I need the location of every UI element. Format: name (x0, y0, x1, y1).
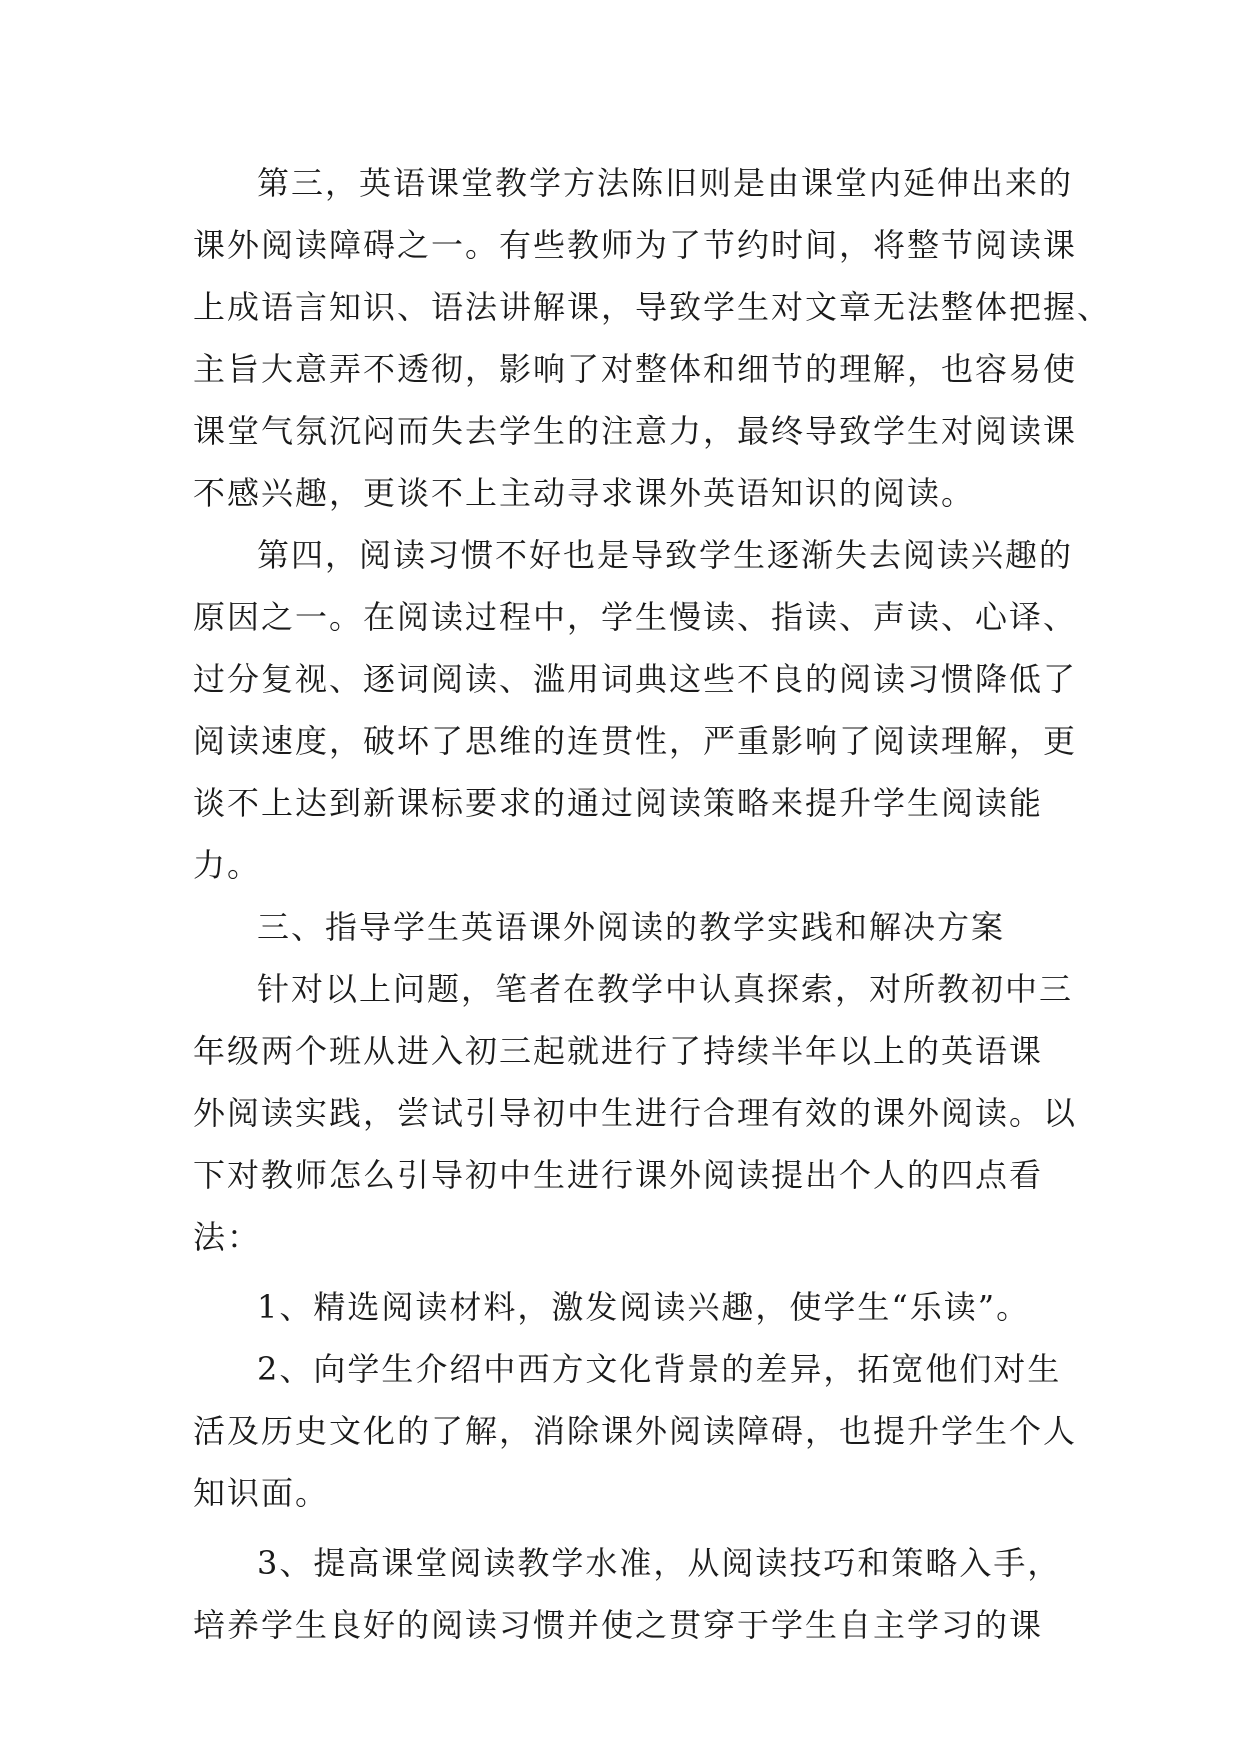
text-line: 针对以上问题，笔者在教学中认真探索，对所教初中三 (257, 970, 1074, 1008)
text-line: 活及历史文化的了解，消除课外阅读障碍，也提升学生个人 (193, 1412, 1078, 1450)
text-line: 力。 (193, 846, 262, 884)
text-line: 阅读速度，破坏了思维的连贯性，严重影响了阅读理解，更 (193, 722, 1078, 760)
text-line: 课外阅读障碍之一。有些教师为了节约时间，将整节阅读课 (193, 226, 1078, 264)
text-line: 上成语言知识、语法讲解课，导致学生对文章无法整体把握、 (193, 288, 1112, 326)
text-line: 法： (193, 1218, 262, 1256)
list-item: 1、精选阅读材料，激发阅读兴趣，使学生“乐读”。 (257, 1288, 1031, 1326)
text-line: 知识面。 (193, 1474, 330, 1512)
text-line: 年级两个班从进入初三起就进行了持续半年以上的英语课 (193, 1032, 1044, 1070)
text-line: 下对教师怎么引导初中生进行课外阅读提出个人的四点看 (193, 1156, 1044, 1194)
list-item: 2、向学生介绍中西方文化背景的差异，拓宽他们对生 (257, 1350, 1062, 1388)
text-line: 谈不上达到新课标要求的通过阅读策略来提升学生阅读能 (193, 784, 1044, 822)
document-body (193, 152, 1112, 1656)
text-line: 第四，阅读习惯不好也是导致学生逐渐失去阅读兴趣的 (257, 536, 1074, 574)
text-line: 过分复视、逐词阅读、滥用词典这些不良的阅读习惯降低了 (193, 660, 1078, 698)
text-line: 外阅读实践，尝试引导初中生进行合理有效的课外阅读。以 (193, 1094, 1078, 1132)
section-heading: 三、指导学生英语课外阅读的教学实践和解决方案 (257, 908, 1006, 946)
text-line: 第三，英语课堂教学方法陈旧则是由课堂内延伸出来的 (257, 164, 1074, 202)
text-line: 培养学生良好的阅读习惯并使之贯穿于学生自主学习的课 (193, 1606, 1044, 1644)
text-line: 原因之一。在阅读过程中，学生慢读、指读、声读、心译、 (193, 598, 1078, 636)
list-item: 3、提高课堂阅读教学水准，从阅读技巧和策略入手， (257, 1544, 1062, 1582)
text-line: 不感兴趣，更谈不上主动寻求课外英语知识的阅读。 (193, 474, 976, 512)
text-line: 主旨大意弄不透彻，影响了对整体和细节的理解，也容易使 (193, 350, 1078, 388)
text-line: 课堂气氛沉闷而失去学生的注意力，最终导致学生对阅读课 (193, 412, 1078, 450)
